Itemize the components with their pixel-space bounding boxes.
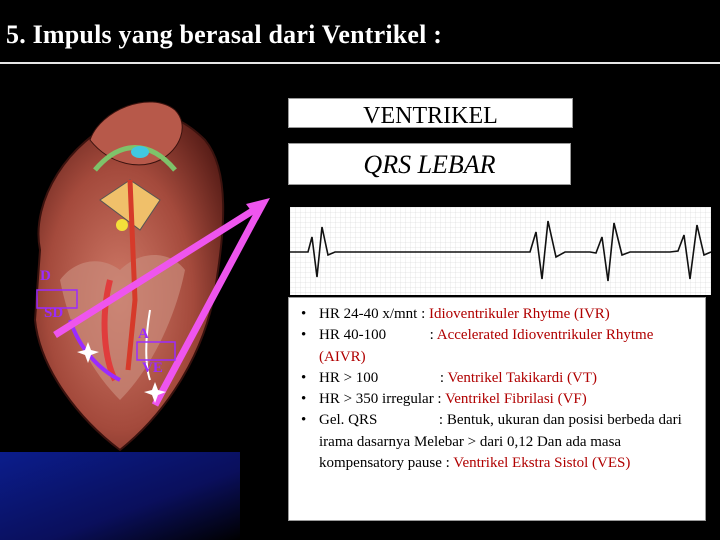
item-desc: Accelerated Idioventrikuler Rhytme (AIVR) [319, 327, 654, 365]
title-divider [0, 62, 720, 64]
item-term: HR 24-40 x/mnt : [319, 306, 426, 322]
qrs-lebar-box: QRS LEBAR [288, 143, 571, 185]
ventrikel-box: VENTRIKEL [288, 98, 573, 128]
item-term: HR > 350 irregular : [319, 391, 442, 408]
rhythm-list-panel [288, 297, 706, 521]
background-band [0, 452, 240, 540]
item-term: HR 40-100 [319, 327, 387, 344]
item-sep: : [438, 412, 444, 429]
item-desc: Ventrikel Takikardi (VT) [447, 369, 597, 386]
item-sep: : [439, 369, 445, 386]
heart-label-a: A [138, 326, 149, 342]
list-item [297, 368, 699, 389]
list-item [297, 304, 699, 325]
item-text: Bentuk, ukuran dan posisi berbeda dari irama dasarnya Melebar > dari 0,12 Dan ada masa kompensatory pause : [319, 412, 682, 472]
heart-label-d: D [40, 268, 51, 284]
item-term: Gel. QRS [319, 412, 378, 429]
item-term: HR > 100 [319, 369, 379, 386]
list-item [297, 325, 699, 368]
heart-label-sd: SD [44, 305, 64, 321]
heart-label-ve: VE [142, 360, 163, 376]
list-item [297, 410, 699, 474]
item-desc: Ventrikel Fibrilasi (VF) [445, 391, 587, 408]
item-sep: : [429, 327, 434, 344]
slide-title: 5. Impuls yang berasal dari Ventrikel : [6, 20, 443, 49]
item-desc: Idioventrikuler Rhytme (IVR) [429, 306, 610, 322]
item-desc: Ventrikel Ekstra Sistol (VES) [453, 455, 631, 472]
ecg-strip [290, 207, 711, 295]
list-item [297, 389, 699, 410]
